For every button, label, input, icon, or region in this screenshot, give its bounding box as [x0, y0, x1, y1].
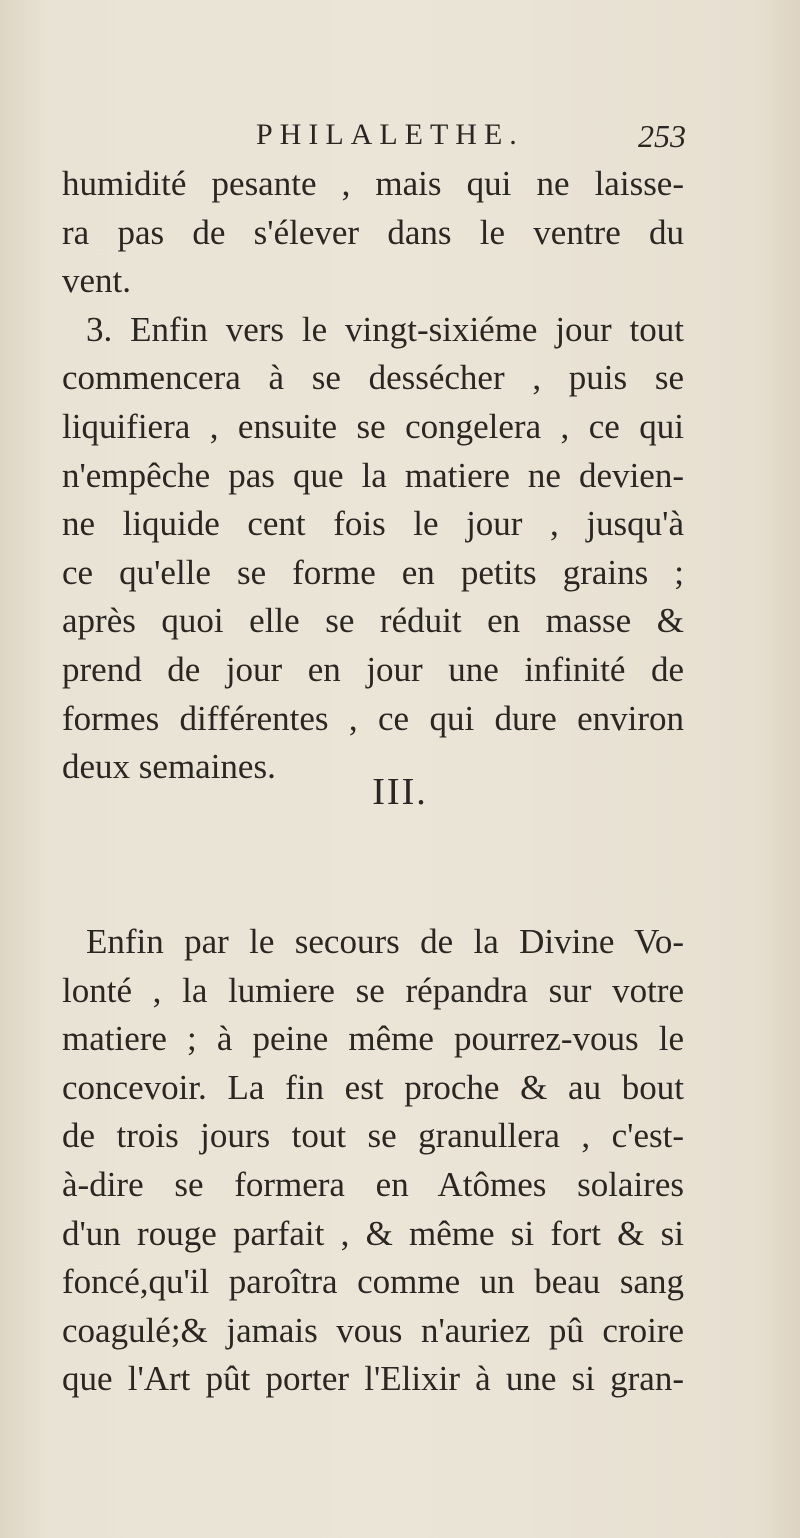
page-number: 253 [638, 118, 686, 154]
text-line: vent. [62, 261, 132, 301]
text-line: concevoir. La fin est proche & au bout [62, 1067, 684, 1107]
text-line: liquifiera , ensuite se congelera , ce qui [62, 406, 684, 446]
text-line: à-dire se formera en Atômes solaires [62, 1164, 684, 1204]
text-line: deux semaines. [62, 747, 276, 787]
text-line: formes différentes , ce qui dure environ [62, 698, 684, 738]
text-line: prend de jour en jour une infinité de [62, 649, 684, 689]
paragraph-2 [62, 918, 684, 1404]
text-line: 3. Enfin vers le vingt-sixiéme jour tout [86, 309, 684, 349]
text-line: commencera à se dessécher , puis se [62, 358, 684, 398]
text-line: ce qu'elle se forme en petits grains ; [62, 552, 684, 592]
text-line: coagulé;& jamais vous n'auriez pû croire [62, 1310, 684, 1350]
text-line: que l'Art pût porter l'Elixir à une si gran- [62, 1359, 684, 1399]
text-line: n'empêche pas que la matiere ne devien- [62, 455, 684, 495]
section-number: III. [372, 771, 428, 813]
page-header [0, 118, 800, 158]
text-line: foncé,qu'il paroîtra comme un beau sang [62, 1262, 684, 1302]
paragraph-1 [62, 160, 684, 792]
text-line: de trois jours tout se granullera , c'est- [62, 1116, 684, 1156]
text-line: humidité pesante , mais qui ne laisse- [62, 164, 684, 203]
running-title: PHILALETHE. [256, 118, 524, 151]
text-line: ra pas de s'élever dans le ventre du [62, 212, 684, 252]
text-line: d'un rouge parfait , & même si fort & si [62, 1213, 684, 1253]
text-line: lonté , la lumiere se répandra sur votre [62, 970, 684, 1010]
text-line: Enfin par le secours de la Divine Vo- [86, 922, 684, 961]
text-line: ne liquide cent fois le jour , jusqu'à [62, 504, 684, 544]
text-line: après quoi elle se réduit en masse & [62, 601, 684, 641]
text-line: matiere ; à peine même pourrez-vous le [62, 1019, 684, 1059]
